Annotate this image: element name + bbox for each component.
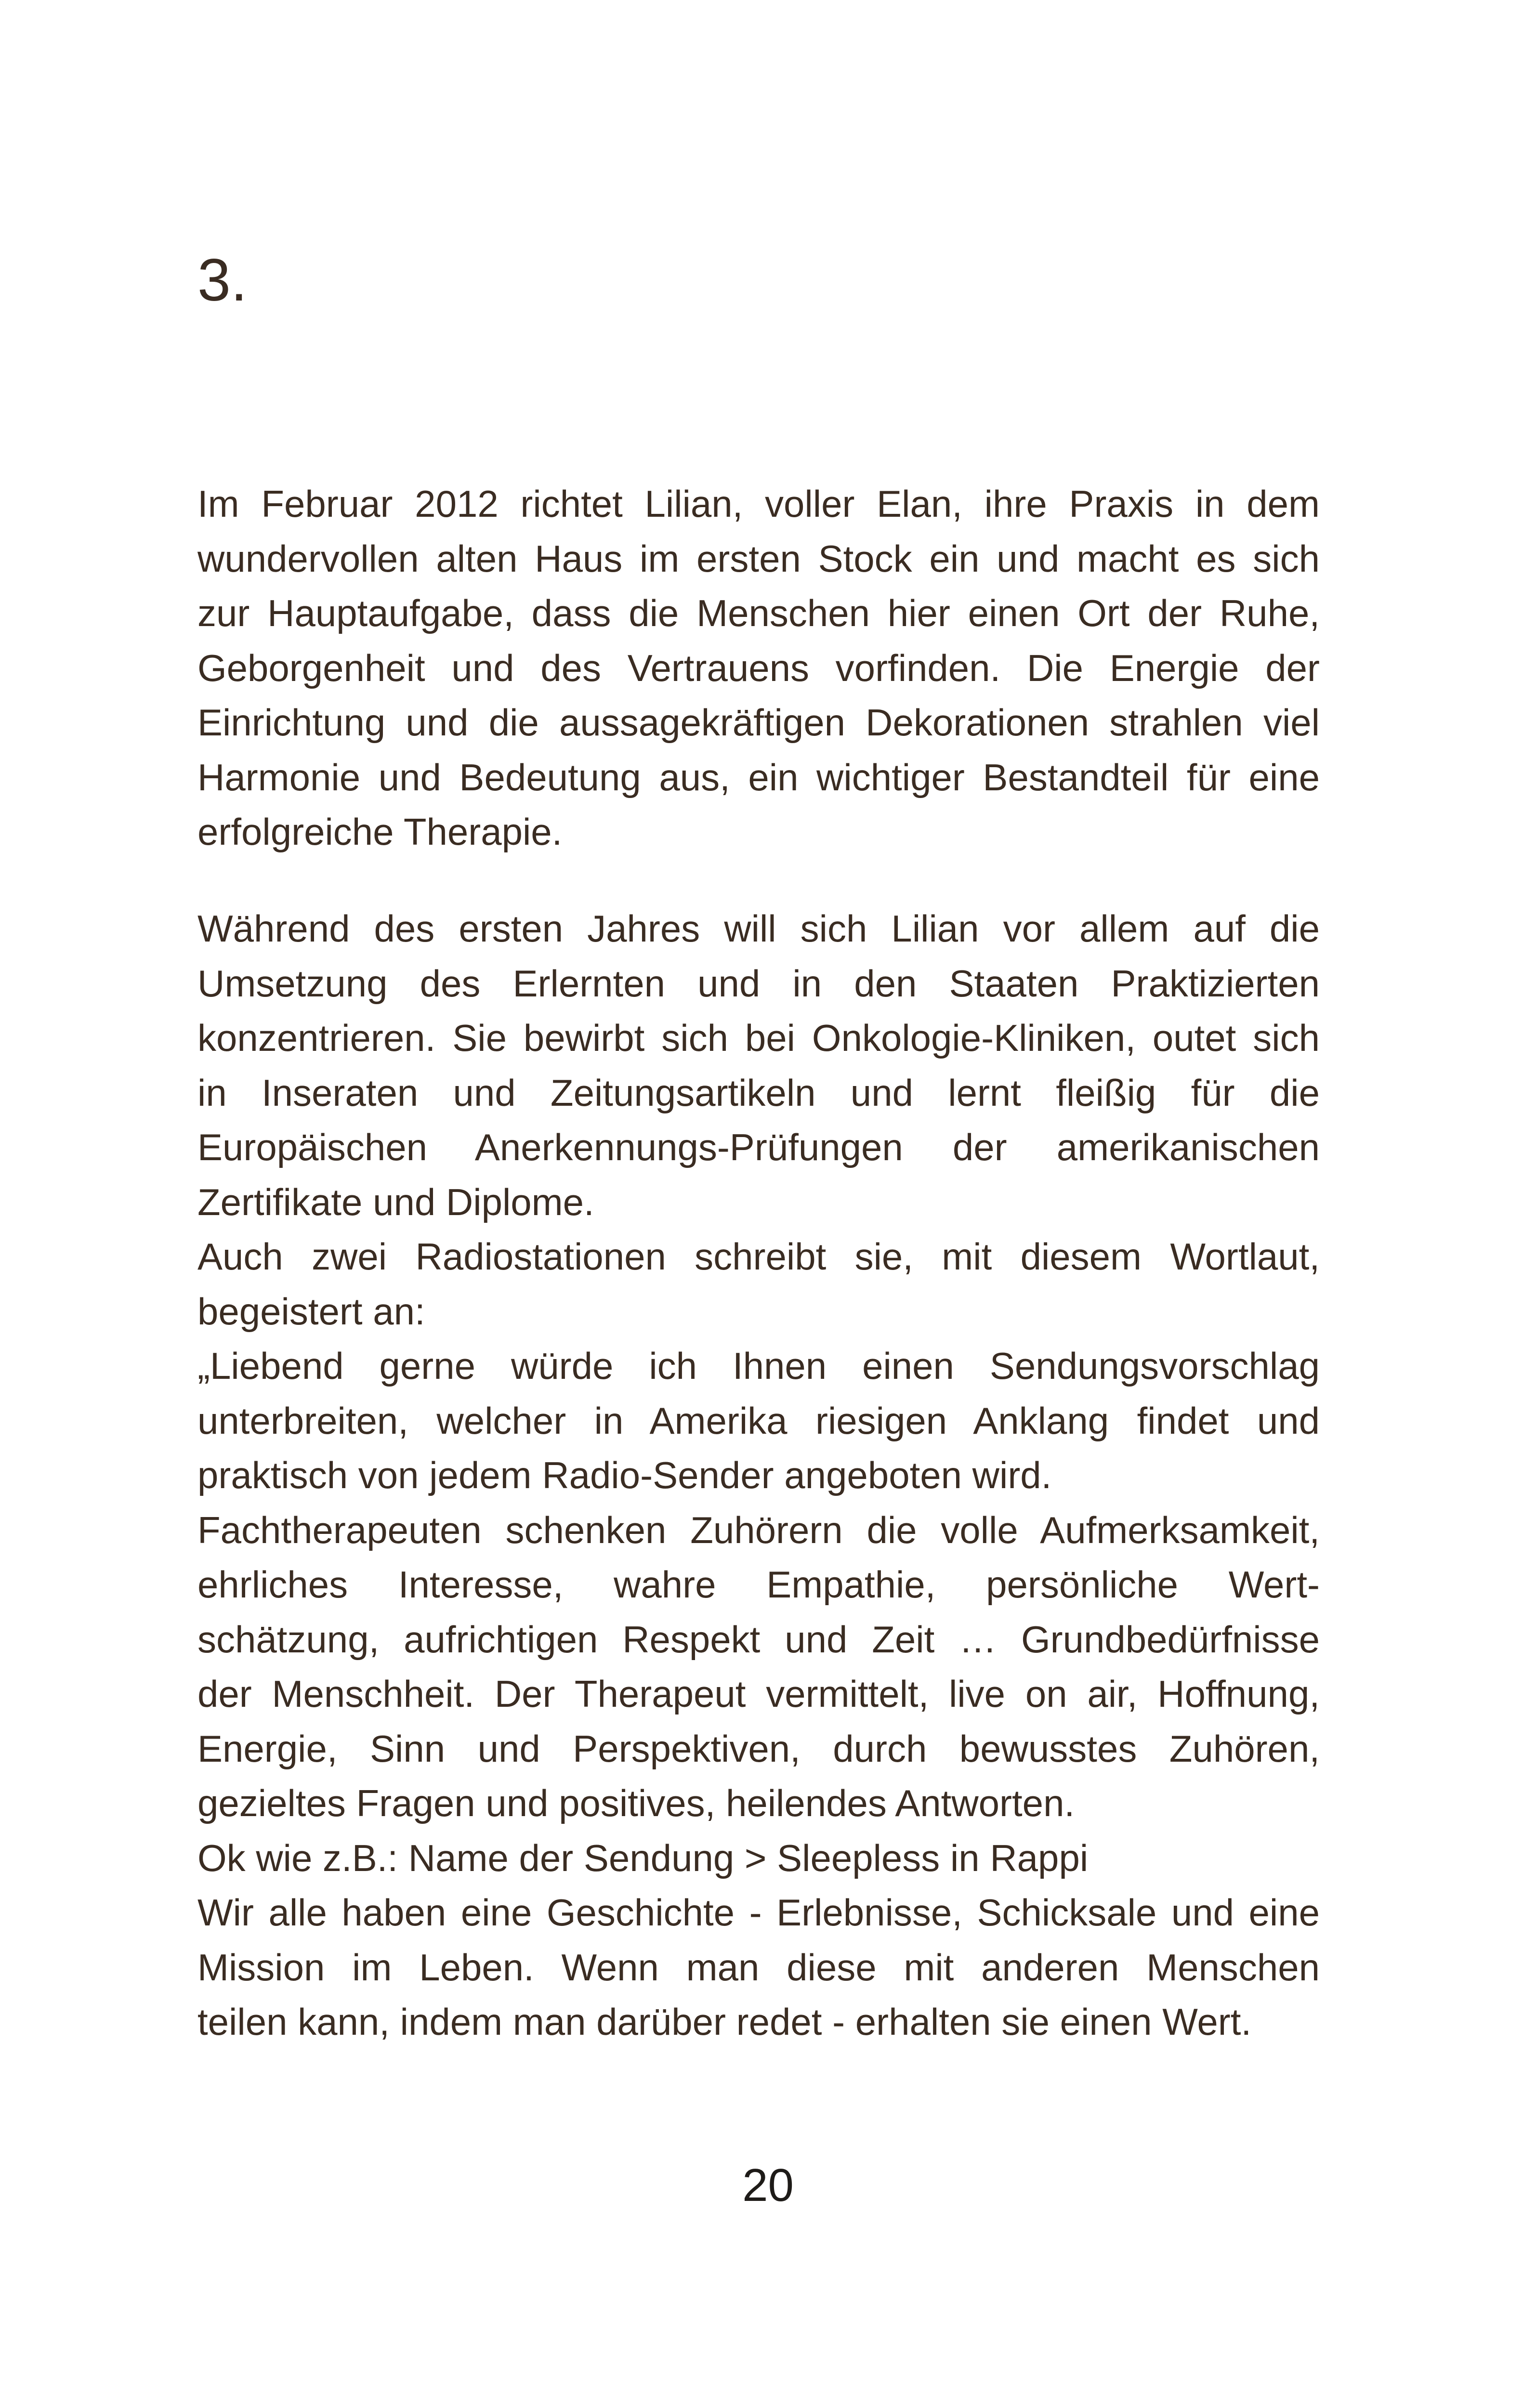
paragraph-1 xyxy=(197,477,1320,860)
text-line: Während des ersten Jahres will sich Lilian vor allem auf die xyxy=(197,907,1320,950)
text-line: schätzung, aufrichtigen Respekt und Zeit … Grundbedürfnisse xyxy=(197,1618,1320,1661)
text-line: teilen kann, indem man darüber redet - erhalten sie einen Wert. xyxy=(197,2001,1252,2043)
text-line: Energie, Sinn und Perspektiven, durch bewusstes Zuhören, xyxy=(197,1727,1320,1770)
text-line: konzentrieren. Sie bewirbt sich bei Onkologie-Kliniken, outet sich xyxy=(197,1017,1320,1059)
text-line: Harmonie und Bedeutung aus, ein wichtiger Bestandteil für eine xyxy=(197,756,1320,798)
text-line: Geborgenheit und des Vertrauens vorfinden. Die Energie der xyxy=(197,646,1320,689)
text-line: Umsetzung des Erlernten und in den Staaten Praktizierten xyxy=(197,962,1320,1005)
text-line: unterbreiten, welcher in Amerika riesigen Anklang findet und xyxy=(197,1399,1320,1442)
text-line: Europäischen Anerkennungs-Prüfungen der amerikanischen xyxy=(197,1126,1320,1168)
paragraph-2 xyxy=(197,902,1320,2050)
text-line: in Inseraten und Zeitungsartikeln und lernt fleißig für die xyxy=(197,1071,1320,1114)
text-line: Einrichtung und die aussagekräftigen Dekorationen strahlen viel xyxy=(197,701,1320,744)
text-line: zur Hauptaufgabe, dass die Menschen hier einen Ort der Ruhe, xyxy=(197,592,1320,634)
text-line: gezieltes Fragen und positives, heilendes Antworten. xyxy=(197,1782,1075,1824)
chapter-number: 3. xyxy=(197,247,248,314)
text-line: Wir alle haben eine Geschichte - Erlebnisse, Schicksale und eine xyxy=(197,1891,1320,1934)
text-line: ehrliches Interesse, wahre Empathie, persönliche Wert- xyxy=(197,1563,1320,1606)
text-line: Ok wie z.B.: Name der Sendung > Sleepless in Rappi xyxy=(197,1836,1089,1879)
text-line: begeistert an: xyxy=(197,1290,425,1333)
text-line: wundervollen alten Haus im ersten Stock ein und macht es sich xyxy=(197,537,1320,580)
text-line: der Menschheit. Der Therapeut vermittelt, live on air, Hoffnung, xyxy=(197,1673,1320,1715)
text-line: Mission im Leben. Wenn man diese mit anderen Menschen xyxy=(197,1946,1320,1989)
text-line: Im Februar 2012 richtet Lilian, voller Elan, ihre Praxis in dem xyxy=(197,483,1320,525)
text-line: erfolgreiche Therapie. xyxy=(197,811,563,853)
text-line: Auch zwei Radiostationen schreibt sie, mit diesem Wortlaut, xyxy=(197,1235,1320,1278)
text-line: Fachtherapeuten schenken Zuhörern die volle Aufmerksamkeit, xyxy=(197,1508,1320,1551)
text-line: „Liebend gerne würde ich Ihnen einen Sendungsvorschlag xyxy=(197,1345,1320,1387)
page-number: 20 xyxy=(742,2159,794,2211)
text-line: Zertifikate und Diplome. xyxy=(197,1180,594,1223)
text-line: praktisch von jedem Radio-Sender angeboten wird. xyxy=(197,1454,1052,1496)
